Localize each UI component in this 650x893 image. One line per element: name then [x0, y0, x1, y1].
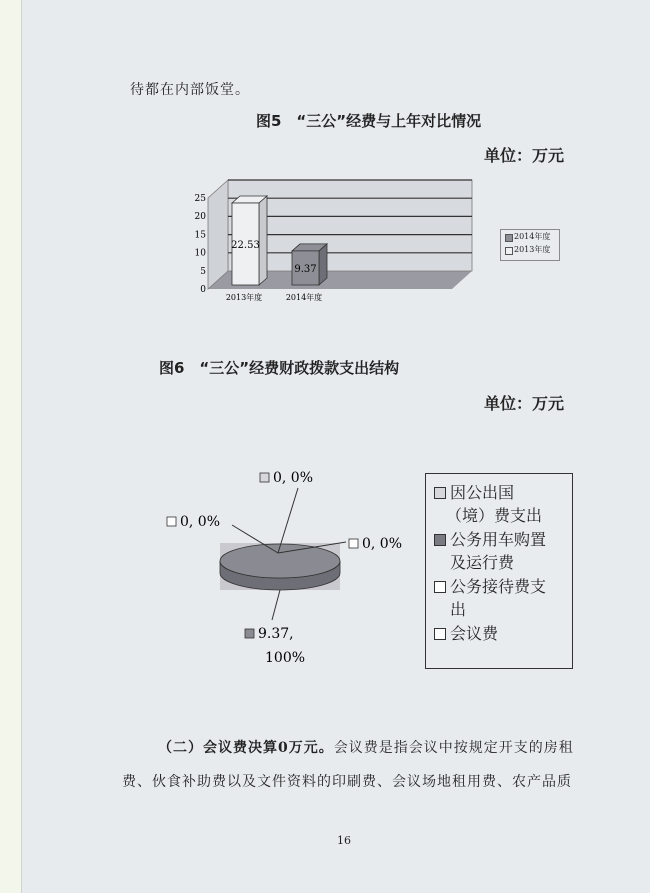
legend-vehicle-line2: 及运行费 — [450, 553, 515, 572]
legend-abroad-line1: 因公出国 — [450, 483, 515, 502]
label-swatch-meeting — [167, 517, 176, 526]
legend-reception-line1: 公务接待费支 — [450, 577, 547, 596]
y-tick-label: 15 — [194, 230, 206, 241]
legend-label-2013: 2013年度 — [514, 245, 551, 254]
page-number: 16 — [337, 834, 351, 847]
bar-value-label: 9.37 — [294, 263, 317, 275]
paragraph-heading: （二）会议费决算0万元。 — [158, 740, 334, 756]
legend-vehicle-line1: 公务用车购置 — [450, 530, 547, 549]
leader-line-bottom — [272, 590, 280, 620]
y-tick-label: 10 — [194, 248, 206, 259]
bar-side — [259, 196, 267, 285]
legend-meeting: 会议费 — [450, 624, 499, 643]
figure5-title: 图5 “三公”经费与上年对比情况 — [256, 112, 482, 130]
legend-swatch-abroad — [434, 487, 446, 499]
x-category-label: 2013年度 — [225, 293, 263, 302]
paragraph-line2: 费、伙食补助费以及文件资料的印刷费、会议场地租用费、农产品质 — [122, 774, 572, 790]
bar-side — [319, 244, 327, 285]
top-text-line: 待都在内部饭堂。 — [130, 82, 250, 98]
legend-swatch-vehicle — [434, 534, 446, 546]
bar-value-label: 22.53 — [231, 239, 260, 251]
data-label-vehicle-percent: 100% — [265, 650, 306, 666]
data-label-reception: 0, 0% — [362, 536, 403, 552]
y-tick-label: 20 — [194, 212, 206, 223]
legend-reception-line2: 出 — [450, 600, 467, 619]
figure5-unit: 单位：万元 — [484, 146, 565, 165]
y-tick-label: 5 — [200, 266, 206, 277]
y-tick-label: 0 — [200, 285, 206, 295]
pie-slice-vehicle — [220, 544, 340, 578]
figure6-legend — [425, 473, 573, 669]
data-label-abroad: 0, 0% — [273, 470, 314, 486]
legend-swatch-2013 — [505, 247, 513, 255]
chart-categories — [226, 292, 322, 302]
document-page — [22, 0, 650, 893]
figure6-unit: 单位：万元 — [484, 394, 565, 413]
figure6-title: 图6 “三公”经费财政拨款支出结构 — [159, 359, 400, 377]
y-tick-label: 25 — [194, 194, 206, 204]
paragraph-line1-rest: 会议费是指会议中按规定开支的房租 — [333, 740, 574, 756]
label-swatch-abroad — [260, 473, 269, 482]
page-left-margin — [0, 0, 22, 893]
legend-swatch-meeting — [434, 628, 446, 640]
label-swatch-vehicle — [245, 629, 254, 638]
figure5-bar-chart — [190, 178, 490, 308]
x-category-label: 2014年度 — [285, 293, 323, 302]
paragraph-line1 — [158, 737, 574, 757]
figure5-legend — [500, 229, 560, 261]
legend-swatch-reception — [434, 581, 446, 593]
legend-swatch-2014 — [505, 234, 513, 242]
legend-abroad-line2: （境）费支出 — [446, 506, 543, 525]
figure6-pie-chart — [150, 465, 430, 675]
legend-label-2014: 2014年度 — [514, 232, 551, 241]
label-swatch-reception — [349, 539, 358, 548]
chart-y-ticks — [195, 194, 207, 295]
chart-side-wall — [208, 180, 228, 289]
data-label-meeting: 0, 0% — [180, 514, 221, 530]
data-label-vehicle: 9.37, — [258, 626, 294, 642]
